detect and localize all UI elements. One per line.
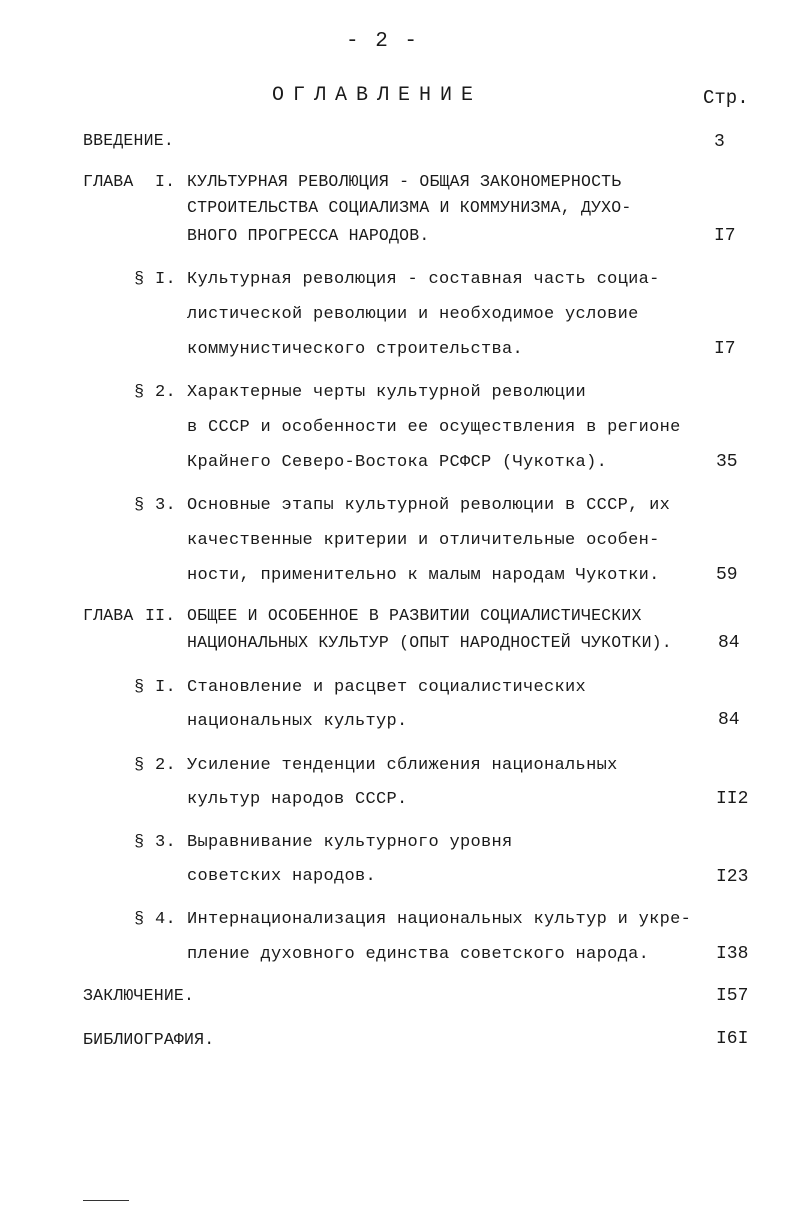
section-1-2-line: в СССР и особенности ее осуществления в регионе [187, 418, 681, 437]
section-1-3-page: 59 [716, 565, 738, 585]
section-1-1-line: Культурная революция - составная часть социа- [187, 270, 660, 289]
section-1-3-line: качественные критерии и отличительные особен- [187, 531, 660, 550]
section-1-3-line: ности, применительно к малым народам Чукотки. [187, 566, 660, 585]
section-1-3-mark: § 3. [134, 496, 177, 515]
section-2-4-mark: § 4. [134, 910, 177, 929]
section-1-2-mark: § 2. [134, 383, 177, 402]
toc-bibliography-page: I6I [716, 1029, 749, 1049]
toc-bibliography-label: БИБЛИОГРАФИЯ. [83, 1030, 215, 1049]
chapter-1-number: I. [155, 172, 176, 191]
section-2-2-line: Усиление тенденции сближения национальных [187, 756, 618, 775]
section-2-3-line: советских народов. [187, 867, 377, 886]
footnote-divider [83, 1200, 129, 1201]
chapter-1-title-line: ВНОГО ПРОГРЕССА НАРОДОВ. [187, 226, 430, 245]
page-number: - 2 - [346, 30, 420, 53]
section-2-1-page: 84 [718, 710, 740, 730]
section-1-1-page: I7 [714, 339, 736, 359]
page-column-header: Стр. [703, 87, 749, 109]
section-2-1-mark: § I. [134, 678, 177, 697]
section-1-1-mark: § I. [134, 270, 177, 289]
section-1-3-line: Основные этапы культурной революции в СССР, их [187, 496, 671, 515]
section-2-3-line: Выравнивание культурного уровня [187, 833, 513, 852]
chapter-2-number: II. [145, 606, 176, 625]
chapter-1-title-line: СТРОИТЕЛЬСТВА СОЦИАЛИЗМА И КОММУНИЗМА, ДУХО- [187, 198, 632, 217]
chapter-1-label: ГЛАВА [83, 172, 134, 191]
chapter-2-label: ГЛАВА [83, 606, 134, 625]
section-2-1-line: национальных культур. [187, 712, 408, 731]
section-1-2-line: Характерные черты культурной революции [187, 383, 587, 402]
toc-conclusion-label: ЗАКЛЮЧЕНИЕ. [83, 986, 195, 1005]
section-2-2-page: II2 [716, 789, 749, 809]
chapter-2-title-line: ОБЩЕЕ И ОСОБЕННОЕ В РАЗВИТИИ СОЦИАЛИСТИЧЕСКИХ [187, 606, 642, 625]
section-1-1-line: коммунистического строительства. [187, 340, 524, 359]
section-2-2-mark: § 2. [134, 756, 177, 775]
chapter-1-page: I7 [714, 226, 736, 246]
section-2-1-line: Становление и расцвет социалистических [187, 678, 587, 697]
section-1-1-line: листической революции и необходимое условие [187, 305, 639, 324]
page-title: ОГЛАВЛЕНИЕ [272, 84, 483, 107]
chapter-2-title-line: НАЦИОНАЛЬНЫХ КУЛЬТУР (ОПЫТ НАРОДНОСТЕЙ ЧУКОТКИ). [187, 633, 672, 652]
toc-conclusion-page: I57 [716, 986, 749, 1006]
section-2-4-page: I38 [716, 944, 749, 964]
section-2-4-line: пление духовного единства советского народа. [187, 945, 650, 964]
section-2-3-page: I23 [716, 867, 749, 887]
section-1-2-line: Крайнего Северо-Востока РСФСР (Чукотка). [187, 453, 608, 472]
toc-intro-label: ВВЕДЕНИЕ. [83, 131, 174, 150]
toc-intro-page: 3 [714, 132, 725, 152]
chapter-2-page: 84 [718, 633, 740, 653]
section-2-4-line: Интернационализация национальных культур и укре- [187, 910, 692, 929]
chapter-1-title-line: КУЛЬТУРНАЯ РЕВОЛЮЦИЯ - ОБЩАЯ ЗАКОНОМЕРНОСТЬ [187, 172, 622, 191]
section-2-3-mark: § 3. [134, 833, 177, 852]
section-2-2-line: культур народов СССР. [187, 790, 408, 809]
section-1-2-page: 35 [716, 452, 738, 472]
